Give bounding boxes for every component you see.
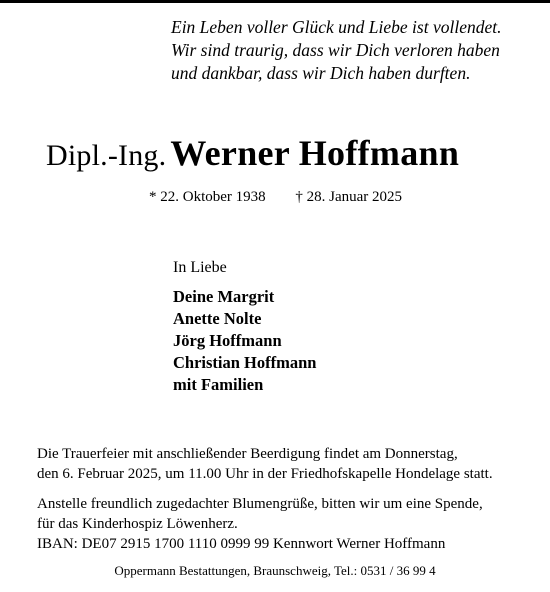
- top-border: [0, 0, 550, 3]
- mourner-name: Anette Nolte: [173, 309, 262, 328]
- mourner-name: Deine Margrit: [173, 287, 275, 306]
- motto-verse: [171, 16, 541, 85]
- birth-date: * 22. Oktober 1938: [149, 189, 266, 205]
- ceremony-line: Die Trauerfeier mit anschließender Beerdigung findet am Donnerstag,: [37, 446, 458, 462]
- funeral-home-footer: Oppermann Bestattungen, Braunschweig, Tel.: 0531 / 36 99 4: [114, 563, 436, 578]
- death-date: † 28. Januar 2025: [295, 189, 403, 205]
- life-dates: [149, 189, 402, 206]
- donation-line: Anstelle freundlich zugedachter Blumengrüße, bitten wir um eine Spende,: [37, 496, 483, 512]
- motto-line: Ein Leben voller Glück und Liebe ist vollendet.: [171, 17, 502, 37]
- donation-info: [37, 494, 483, 554]
- deceased-name: Werner Hoffmann: [170, 133, 460, 173]
- ceremony-info: [37, 444, 493, 484]
- donation-line: für das Kinderhospiz Löwenherz.: [37, 516, 238, 532]
- academic-title: Dipl.-Ing.: [46, 139, 167, 172]
- mourner-name: mit Familien: [173, 375, 264, 394]
- motto-line: Wir sind traurig, dass wir Dich verloren haben: [171, 40, 500, 60]
- donation-iban: IBAN: DE07 2915 1700 1110 0999 99 Kennwort Werner Hoffmann: [37, 536, 446, 552]
- mourners-intro: In Liebe: [173, 259, 227, 276]
- mourner-name: Jörg Hoffmann: [173, 331, 282, 350]
- mourners-list: [173, 286, 316, 396]
- ceremony-line: den 6. Februar 2025, um 11.00 Uhr in der Friedhofskapelle Hondelage statt.: [37, 466, 493, 482]
- deceased-name-line: [46, 132, 459, 174]
- mourner-name: Christian Hoffmann: [173, 353, 317, 372]
- motto-line: und dankbar, dass wir Dich haben durften.: [171, 63, 471, 83]
